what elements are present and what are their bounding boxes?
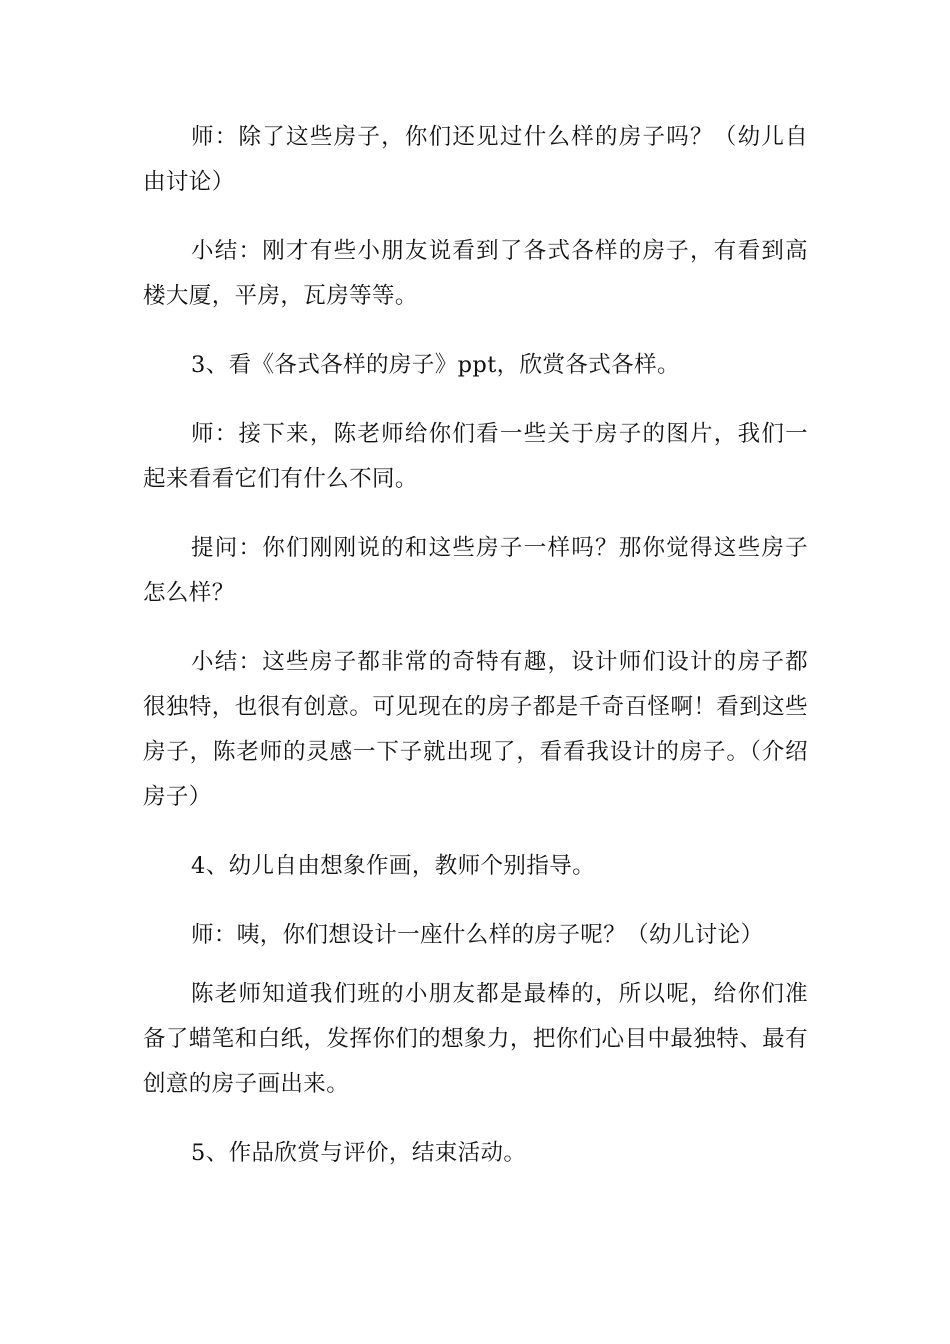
paragraph-teacher-design: 师：咦，你们想设计一座什么样的房子呢？（幼儿讨论） [191,922,764,948]
paragraph-crayons-paper: 陈老师知道我们班的小朋友都是最棒的，所以呢，给你们准备了蜡笔和白纸，发挥你们的想象力，把你们心目中最独特、最有创意的房子画出来。 [143,981,808,1097]
paragraph-teacher-question-houses: 师：除了这些房子，你们还见过什么样的房子吗？（幼儿自由讨论） [143,124,808,195]
paragraph-question-compare: 提问：你们刚刚说的和这些房子一样吗？那你觉得这些房子怎么样？ [143,535,808,606]
paragraph-step-3: 3、看《各式各样的房子》ppt，欣赏各式各样。 [191,352,680,378]
paragraph-summary-unique: 小结：这些房子都非常的奇特有趣，设计师们设计的房子都很独特，也很有创意。可见现在的房子都是千奇百怪啊！看到这些房子，陈老师的灵感一下子就出现了，看看我设计的房子。（介绍房子） [143,649,808,810]
paragraph-summary-houses: 小结：刚才有些小朋友说看到了各式各样的房子，有看到高楼大厦，平房，瓦房等等。 [143,238,808,309]
document-body [143,115,808,1200]
paragraph-step-5: 5、作品欣赏与评价，结束活动。 [191,1140,527,1166]
paragraph-teacher-pictures: 师：接下来，陈老师给你们看一些关于房子的图片，我们一起来看看它们有什么不同。 [143,421,808,492]
paragraph-step-4: 4、幼儿自由想象作画，教师个别指导。 [191,853,596,879]
